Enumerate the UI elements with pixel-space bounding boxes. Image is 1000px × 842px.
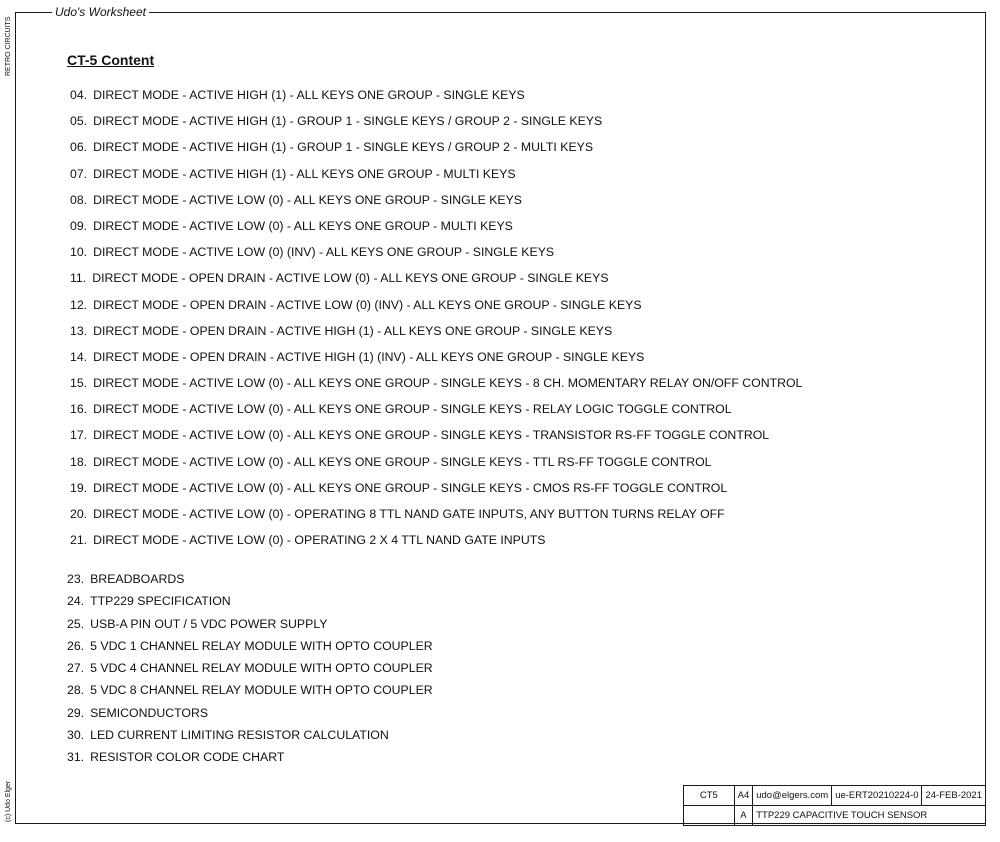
list-item-number: 25. (67, 616, 85, 631)
list-item-text: RESISTOR COLOR CODE CHART (90, 750, 285, 765)
document-id: ue-ERT20210224-0 (832, 786, 922, 806)
list-item-text: DIRECT MODE - ACTIVE HIGH (1) - ALL KEYS ONE GROUP - MULTI KEYS (93, 166, 516, 181)
list-item-number: 15. (70, 376, 88, 391)
list-item-text: DIRECT MODE - OPEN DRAIN - ACTIVE HIGH (1) - ALL KEYS ONE GROUP - SINGLE KEYS (93, 323, 613, 338)
list-item-text: TTP229 SPECIFICATION (90, 594, 231, 609)
list-item-text: SEMICONDUCTORS (90, 705, 209, 720)
list-item-number: 17. (70, 428, 88, 443)
list-item (70, 507, 802, 533)
list-item-text: 5 VDC 4 CHANNEL RELAY MODULE WITH OPTO COUPLER (90, 661, 433, 676)
paper-size: A4 (734, 786, 753, 806)
list-item-number: 12. (70, 297, 88, 312)
list-item (70, 193, 802, 219)
list-item (67, 728, 433, 750)
list-item-number: 16. (70, 402, 88, 417)
list-item-number: 18. (70, 454, 88, 469)
list-item-text: DIRECT MODE - OPEN DRAIN - ACTIVE HIGH (1) (INV) - ALL KEYS ONE GROUP - SINGLE KEYS (93, 349, 645, 364)
list-item-number: 13. (70, 323, 88, 338)
list-item (67, 750, 433, 772)
page-title: CT-5 Content (67, 52, 155, 68)
list-item (70, 376, 802, 402)
list-item-text: DIRECT MODE - ACTIVE LOW (0) - ALL KEYS ONE GROUP - SINGLE KEYS - TTL RS-FF TOGGLE CONTROL (93, 454, 712, 469)
list-item-number: 08. (70, 192, 88, 207)
title-block (683, 785, 986, 826)
list-item-number: 21. (70, 533, 88, 548)
list-item (70, 298, 802, 324)
author-email: udo@elgers.com (753, 786, 832, 806)
list-item-number: 04. (70, 88, 88, 102)
title-block-empty-cell (684, 806, 735, 826)
list-item-text: DIRECT MODE - ACTIVE LOW (0) - ALL KEYS ONE GROUP - SINGLE KEYS - TRANSISTOR RS-FF TOGGLE CONTROL (93, 428, 770, 443)
list-item-number: 24. (67, 594, 85, 609)
list-item-number: 11. (70, 271, 87, 286)
list-item (70, 114, 802, 140)
list-item (70, 455, 802, 481)
sheet-id: CT5 (684, 786, 735, 806)
list-item (67, 617, 433, 639)
list-item-number: 06. (70, 140, 88, 155)
list-item-text: 5 VDC 8 CHANNEL RELAY MODULE WITH OPTO COUPLER (90, 683, 433, 698)
list-item-text: DIRECT MODE - ACTIVE LOW (0) - ALL KEYS ONE GROUP - SINGLE KEYS - RELAY LOGIC TOGGLE CONTROL (93, 402, 732, 417)
list-item (70, 245, 802, 271)
list-item-number: 26. (67, 638, 85, 653)
list-item (70, 271, 802, 297)
list-item-text: DIRECT MODE - ACTIVE HIGH (1) - GROUP 1 - SINGLE KEYS / GROUP 2 - SINGLE KEYS (93, 114, 603, 129)
side-label-top: RETRO CIRCUITS (5, 16, 12, 76)
list-item-text: DIRECT MODE - ACTIVE LOW (0) - ALL KEYS ONE GROUP - MULTI KEYS (93, 218, 513, 233)
list-item-text: DIRECT MODE - OPEN DRAIN - ACTIVE LOW (0) - ALL KEYS ONE GROUP - SINGLE KEYS (92, 271, 609, 286)
list-item-number: 09. (70, 218, 88, 233)
frame-title: Udo's Worksheet (52, 5, 149, 19)
list-item (67, 683, 433, 705)
list-item (70, 481, 802, 507)
list-item-text: DIRECT MODE - OPEN DRAIN - ACTIVE LOW (0) (INV) - ALL KEYS ONE GROUP - SINGLE KEYS (93, 297, 642, 312)
list-item (70, 167, 802, 193)
list-item (67, 572, 433, 594)
list-item-number: 14. (70, 349, 88, 364)
list-item (70, 533, 802, 559)
list-item-text: DIRECT MODE - ACTIVE LOW (0) - OPERATING 2 X 4 TTL NAND GATE INPUTS (93, 533, 546, 548)
list-item-number: 20. (70, 507, 88, 521)
revision: A (734, 806, 753, 826)
list-item-text: USB-A PIN OUT / 5 VDC POWER SUPPLY (90, 616, 328, 631)
list-item-text: 5 VDC 1 CHANNEL RELAY MODULE WITH OPTO COUPLER (90, 638, 433, 653)
content-list-modes (70, 88, 802, 559)
list-item-text: DIRECT MODE - ACTIVE LOW (0) - ALL KEYS ONE GROUP - SINGLE KEYS - CMOS RS-FF TOGGLE CONTROL (93, 480, 728, 495)
list-item (70, 402, 802, 428)
list-item-number: 31. (67, 750, 85, 765)
list-item-text: DIRECT MODE - ACTIVE HIGH (1) - ALL KEYS ONE GROUP - SINGLE KEYS (93, 88, 525, 102)
list-item-text: LED CURRENT LIMITING RESISTOR CALCULATION (90, 728, 389, 743)
list-item-text: DIRECT MODE - ACTIVE LOW (0) - OPERATING 8 TTL NAND GATE INPUTS, ANY BUTTON TURNS RELAY OFF (93, 507, 725, 521)
content-list-appendix (67, 572, 433, 773)
list-item (67, 706, 433, 728)
list-item-number: 07. (70, 166, 88, 181)
list-item-text: DIRECT MODE - ACTIVE HIGH (1) - GROUP 1 - SINGLE KEYS / GROUP 2 - MULTI KEYS (93, 140, 594, 155)
list-item (67, 661, 433, 683)
document-title: TTP229 CAPACITIVE TOUCH SENSOR (753, 806, 986, 826)
list-item-text: DIRECT MODE - ACTIVE LOW (0) - ALL KEYS ONE GROUP - SINGLE KEYS - 8 CH. MOMENTARY RELAY ON/OFF CONTROL (93, 376, 803, 391)
list-item-number: 23. (67, 572, 85, 586)
list-item-text: BREADBOARDS (90, 572, 185, 586)
document-date: 24-FEB-2021 (922, 786, 986, 806)
list-item-number: 19. (70, 480, 88, 495)
list-item-number: 05. (70, 114, 88, 129)
list-item (70, 350, 802, 376)
list-item (70, 324, 802, 350)
list-item-number: 28. (67, 683, 85, 698)
list-item-text: DIRECT MODE - ACTIVE LOW (0) - ALL KEYS ONE GROUP - SINGLE KEYS (93, 192, 523, 207)
list-item-number: 27. (67, 661, 85, 676)
list-item (67, 594, 433, 616)
list-item (70, 428, 802, 454)
list-item-number: 10. (70, 245, 88, 260)
list-item (67, 639, 433, 661)
list-item-text: DIRECT MODE - ACTIVE LOW (0) (INV) - ALL KEYS ONE GROUP - SINGLE KEYS (93, 245, 555, 260)
list-item (70, 219, 802, 245)
list-item (70, 140, 802, 166)
list-item-number: 29. (67, 705, 85, 720)
list-item-number: 30. (67, 728, 85, 743)
list-item (70, 88, 802, 114)
side-label-bottom: (c) Udo Elger (5, 780, 12, 822)
